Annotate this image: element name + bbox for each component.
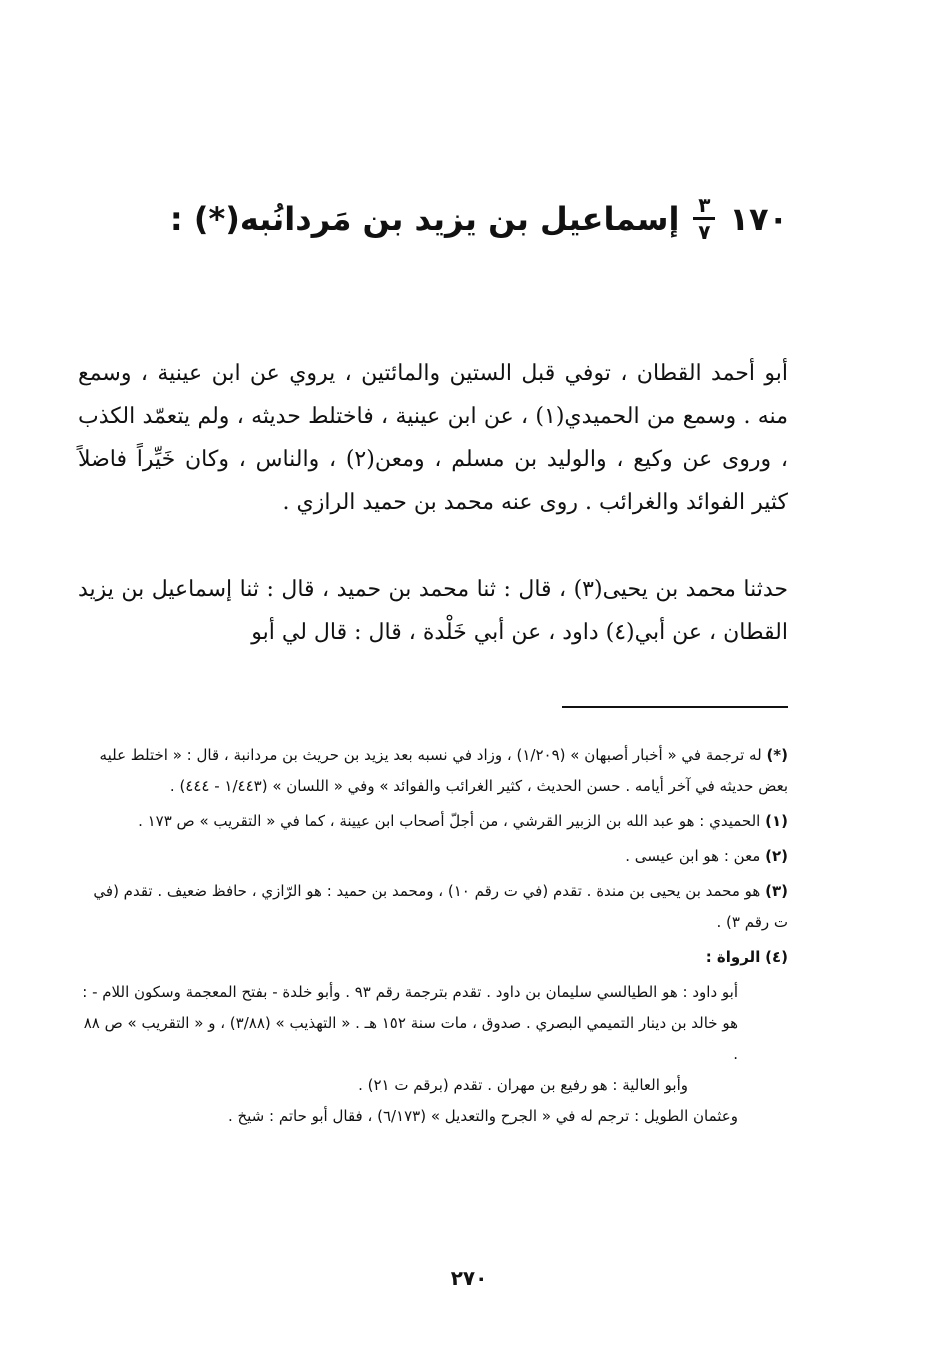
hadith-text: حدثنا محمد بن يحيى(٣) ، قال : ثنا محمد بن حميد ، قال : ثنا إسماعيل بن يزيد القطان ، عن أبي(٤) داود ، عن أبي خَلْدة ، قال : قال لي أبو <box>78 577 788 645</box>
footnote-marker: (*) <box>193 199 240 238</box>
fraction-top: ٣ <box>698 193 711 217</box>
entry-heading <box>170 195 788 242</box>
footnote-label: (٤) <box>765 948 788 966</box>
footnote-text: له ترجمة في « أخبار أصبهان » (١/٢٠٩) ، وزاد في نسبه بعد يزيد بن حريث بن مردانبة ، قال : « اختلط عليه بعض حديثه في آخر أيامه . حسن الحديث ، كثير الغرائب والفوائد » وفي « اللسان » (١/٤٤٣ - ٤٤٤) . <box>99 746 788 795</box>
footnote-label: (*) <box>766 746 788 764</box>
biography-text: أبو أحمد القطان ، توفي قبل الستين والمائتين ، يروي عن ابن عينية ، وسمع منه . وسمع من الحميدي(١) ، عن ابن عينية ، فاختلط حديثه ، ولم يتعمّد الكذب ، وروى عن وكيع ، والوليد بن مسلم ، ومعن(٢) ، والناس ، وكان خَيِّراً فاضلاً كثير الفوائد والغرائب . روى عنه محمد بن حميد الرازي . <box>78 361 788 515</box>
narrator-note: وعثمان الطويل : ترجم له في « الجرح والتعديل » (٦/١٧٣) ، فقال أبو حاتم : شيخ . <box>227 1107 738 1125</box>
page-number: ٢٧٠ <box>450 1266 488 1290</box>
footnote-separator <box>562 706 788 708</box>
entry-name <box>170 200 680 238</box>
footnote-label: (١) <box>765 812 788 830</box>
narrator-note: وأبو العالية : هو رفيع بن مهران . تقدم (برقم ت ٢١) . <box>358 1076 688 1094</box>
footnote-star <box>78 740 788 802</box>
hadith-paragraph <box>78 568 788 654</box>
footnote-label: (٢) <box>765 847 788 865</box>
entry-number: ١٧٠ <box>729 199 788 238</box>
footnotes <box>78 740 788 1132</box>
footnote-label: (٣) <box>765 882 788 900</box>
footnote-3 <box>78 876 788 938</box>
entry-fraction <box>693 195 715 242</box>
footnote-2 <box>78 841 788 872</box>
footnote-4 <box>78 942 788 973</box>
footnote-text: الحميدي : هو عبد الله بن الزبير القرشي ، من أجلّ أصحاب ابن عيينة ، كما في « التقريب » ص ١٧٣ . <box>138 812 761 830</box>
footnote-text: معن : هو ابن عيسى . <box>625 847 761 865</box>
footnote-heading: الرواة : <box>705 948 761 966</box>
fraction-bottom: ٧ <box>698 220 711 244</box>
biography-paragraph <box>78 352 788 524</box>
footnote-text: هو محمد بن يحيى بن مندة . تقدم (في ت رقم ١٠) ، ومحمد بن حميد : هو الرّازي ، حافظ ضعيف . تقدم (في ت رقم ٣) . <box>93 882 788 931</box>
narrator-note: أبو داود : هو الطيالسي سليمان بن داود . تقدم بترجمة رقم ٩٣ . وأبو خلدة - بفتح المعجمة وسكون اللام - : هو خالد بن دينار التميمي البصري . صدوق ، مات سنة ١٥٢ هـ . « التهذيب » (٣/٨٨) ، و « التقريب » ص ٨٨ . <box>82 983 738 1063</box>
entry-name-text: إسماعيل بن يزيد بن مَردانُبه <box>239 199 680 238</box>
footnote-1 <box>78 806 788 837</box>
heading-colon: : <box>169 199 183 238</box>
